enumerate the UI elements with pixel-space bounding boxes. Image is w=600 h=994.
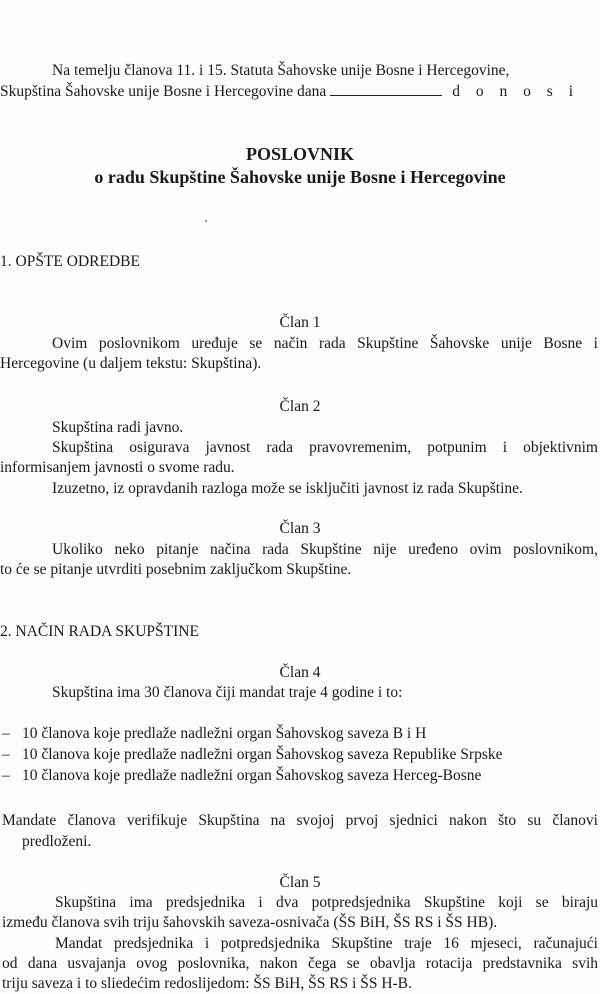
article-5-line-2: između članova svih triju šahovskih saveza-osnivača (ŠS BiH, ŠS RS i ŠS HB). [2,914,498,931]
article-5-line-4: od dana usvajanja ovog poslovnika, nakon čega se obavlja rotacija predstavnika svih [2,955,598,972]
article-5-line-5: triju saveza i to sliedećim redoslijedom: ŠS BiH, ŠS RS i ŠS H-B. [2,975,412,992]
date-blank-line [330,83,442,96]
article-5-line-3: Mandat predsjednika i potpredsjednika Skupštine traje 16 mjeseci, računajući [55,935,598,952]
article-4-heading: Član 4 [279,664,321,681]
article-3-heading: Član 3 [279,520,321,537]
article-2-line-2: Skupština osigurava javnost rada pravovremenim, potpunim i objektivnim [52,439,598,456]
list-item [2,766,481,786]
article-1-line-1: Ovim poslovnikom uređuje se način rada Skupštine Šahovske unije Bosne i [52,335,598,352]
list-dash: – [2,725,10,742]
article-4-mandate-line-1: Mandate članova verifikuje Skupština na svojoj prvoj sjednici nakon što su članovi [2,812,598,829]
preamble-line-2-text: Skupština Šahovske unije Bosne i Hercegovine dana [0,83,327,100]
list-item-text: 10 članova koje predlaže nadležni organ Šahovskog saveza Herceg-Bosne [22,767,482,784]
document-title: POSLOVNIK [245,144,355,164]
article-2-heading: Član 2 [279,398,321,415]
article-5-line-1: Skupština ima predsjednika i dva potpredsjednika Skupštine koji se biraju [55,894,598,911]
list-item [2,745,503,765]
list-dash: – [2,746,10,763]
article-2-line-1: Skupština radi javno. [52,419,184,436]
document-subtitle: o radu Skupštine Šahovske unije Bosne i Hercegovine [94,167,506,187]
article-5-heading: Član 5 [279,874,321,891]
article-2-line-4: Izuzetno, iz opravdanih razloga može se isključiti javnost iz rada Skupštine. [52,480,523,497]
section-heading-1: 1. OPŠTE ODREDBE [0,253,140,270]
preamble-line-2-end: d o n o s i [452,83,580,100]
article-4-mandate-line-2: predloženi. [22,833,92,850]
article-2-line-3: informisanjem javnosti o svome radu. [0,459,235,476]
section-heading-2: 2. NAČIN RADA SKUPŠTINE [0,623,199,640]
article-4-intro: Skupština ima 30 članova čiji mandat traje 4 godine i to: [52,684,403,701]
article-1-heading: Član 1 [279,314,321,331]
preamble-line-1: Na temelju članova 11. i 15. Statuta Šahovske unije Bosne i Hercegovine, [52,62,510,79]
list-dash: – [2,767,10,784]
article-3-line-2: to će se pitanje utvrditi posebnim zaključkom Skupštine. [0,561,352,578]
preamble-line-2 [0,82,579,102]
scan-speck [205,220,207,222]
article-3-line-1: Ukoliko neko pitanje načina rada Skupštine nije uređeno ovim poslovnikom, [52,541,598,558]
list-item-text: 10 članova koje predlaže nadležni organ Šahovskog saveza B i H [22,725,427,742]
article-1-line-2: Hercegovine (u daljem tekstu: Skupština). [0,355,262,372]
list-item [2,724,426,744]
list-item-text: 10 članova koje predlaže nadležni organ Šahovskog saveza Republike Srpske [22,746,503,763]
